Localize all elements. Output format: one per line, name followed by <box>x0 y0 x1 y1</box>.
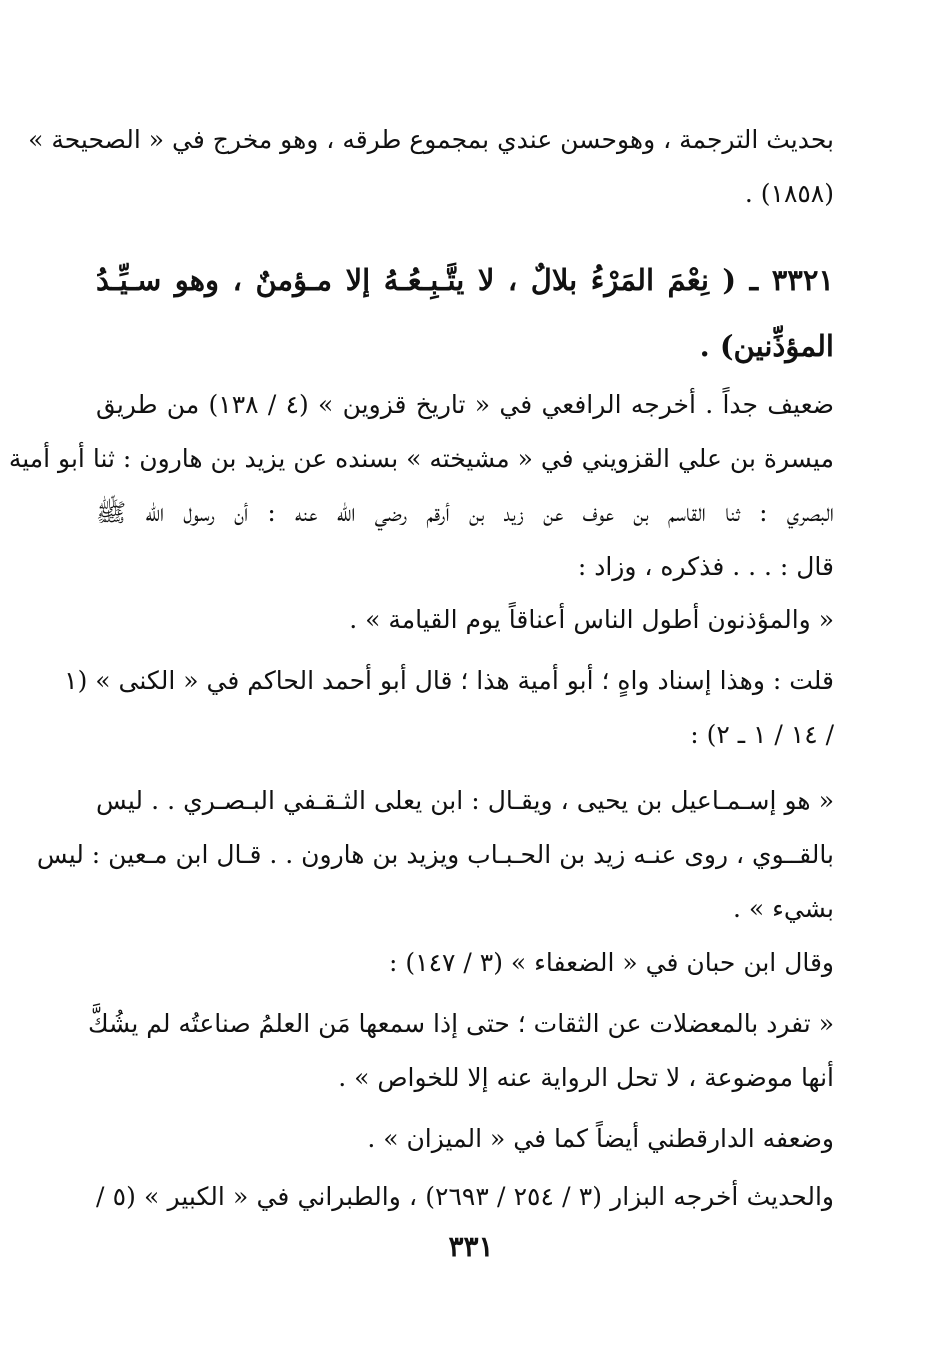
daraqutni-paragraph <box>96 1112 834 1166</box>
text-line: بالقــوي ، روى عنـه زيد بن الحـبـاب ويزيد بن هارون . . قـال ابن مـعين : ليس <box>36 840 834 869</box>
hadith-line: المؤذِّنين) . <box>699 329 834 363</box>
text-line: أنها موضوعة ، لا تحل الرواية عنه إلا للخواص » . <box>338 1063 834 1092</box>
text-line: وقال ابن حبان في « الضعفاء » (٣ / ١٤٧) : <box>389 948 834 977</box>
closing-paragraph <box>96 1170 834 1224</box>
quote-addition <box>96 593 834 647</box>
hadith-line: ٣٣٢١ ـ ( نِعْمَ المَرْءُ بلالٌ ، لا يتَّـبِـعُـهُ إلا مـؤمنٌ ، وهو سـيِّـدُ <box>96 263 834 297</box>
text-line: « تفرد بالمعضلات عن الثقات ؛ حتى إذا سمعها مَن العلمُ صناعتُه لم يشُكَّ <box>87 1009 834 1038</box>
text-line: « هو إسـمـاعيل بن يحيى ، ويقـال : ابن يعلى الثـقـفي البـصـري . . ليس <box>96 786 834 815</box>
text-line: وضعفه الدارقطني أيضاً كما في « الميزان » . <box>367 1124 834 1153</box>
text-line: (١٨٥٨) . <box>744 179 834 208</box>
text-line: « والمؤذنون أطول الناس أعناقاً يوم القيامة » . <box>349 605 834 634</box>
text-line: بحديث الترجمة ، وهوحسن عندي بمجموع طرقه ، وهو مخرج في « الصحيحة » <box>28 125 834 154</box>
comment-paragraph <box>64 654 834 762</box>
text-line: قال : . . . فذكره ، وزاد : <box>577 552 834 581</box>
text-line: قلت : وهذا إسناد واهٍ ؛ أبو أمية هذا ؛ قال أبو أحمد الحاكم في « الكنى » (١ <box>64 666 834 695</box>
hadith-heading <box>96 247 834 379</box>
takhrij-paragraph <box>8 378 834 594</box>
text-line: البصري : ثنا القاسم بن عوف عن زيد بن أرقم رضي الله عنه : أن رسول الله ﷺ <box>96 498 834 527</box>
paragraph-continuation <box>28 113 834 221</box>
text-line: والحديث أخرجه البزار (٣ / ٢٥٤ / ٢٦٩٣) ، والطبراني في « الكبير » (٥ / <box>96 1182 834 1211</box>
text-line: / ١٤ / ١ ـ ٢) : <box>690 720 834 749</box>
ibn-hibban-intro <box>96 936 834 990</box>
quote-ibn-hibban <box>87 997 834 1105</box>
text-line: ضعيف جداً . أخرجه الرافعي في « تاريخ قزوين » (٤ / ١٣٨) من طريق <box>96 390 834 419</box>
text-line: ميسرة بن علي القزويني في « مشيخته » بسنده عن يزيد بن هارون : ثنا أبو أمية <box>8 444 834 473</box>
quote-hakim <box>36 774 834 936</box>
page-number: ٣٣١ <box>448 1230 494 1263</box>
text-line: بشيء » . <box>733 894 834 923</box>
